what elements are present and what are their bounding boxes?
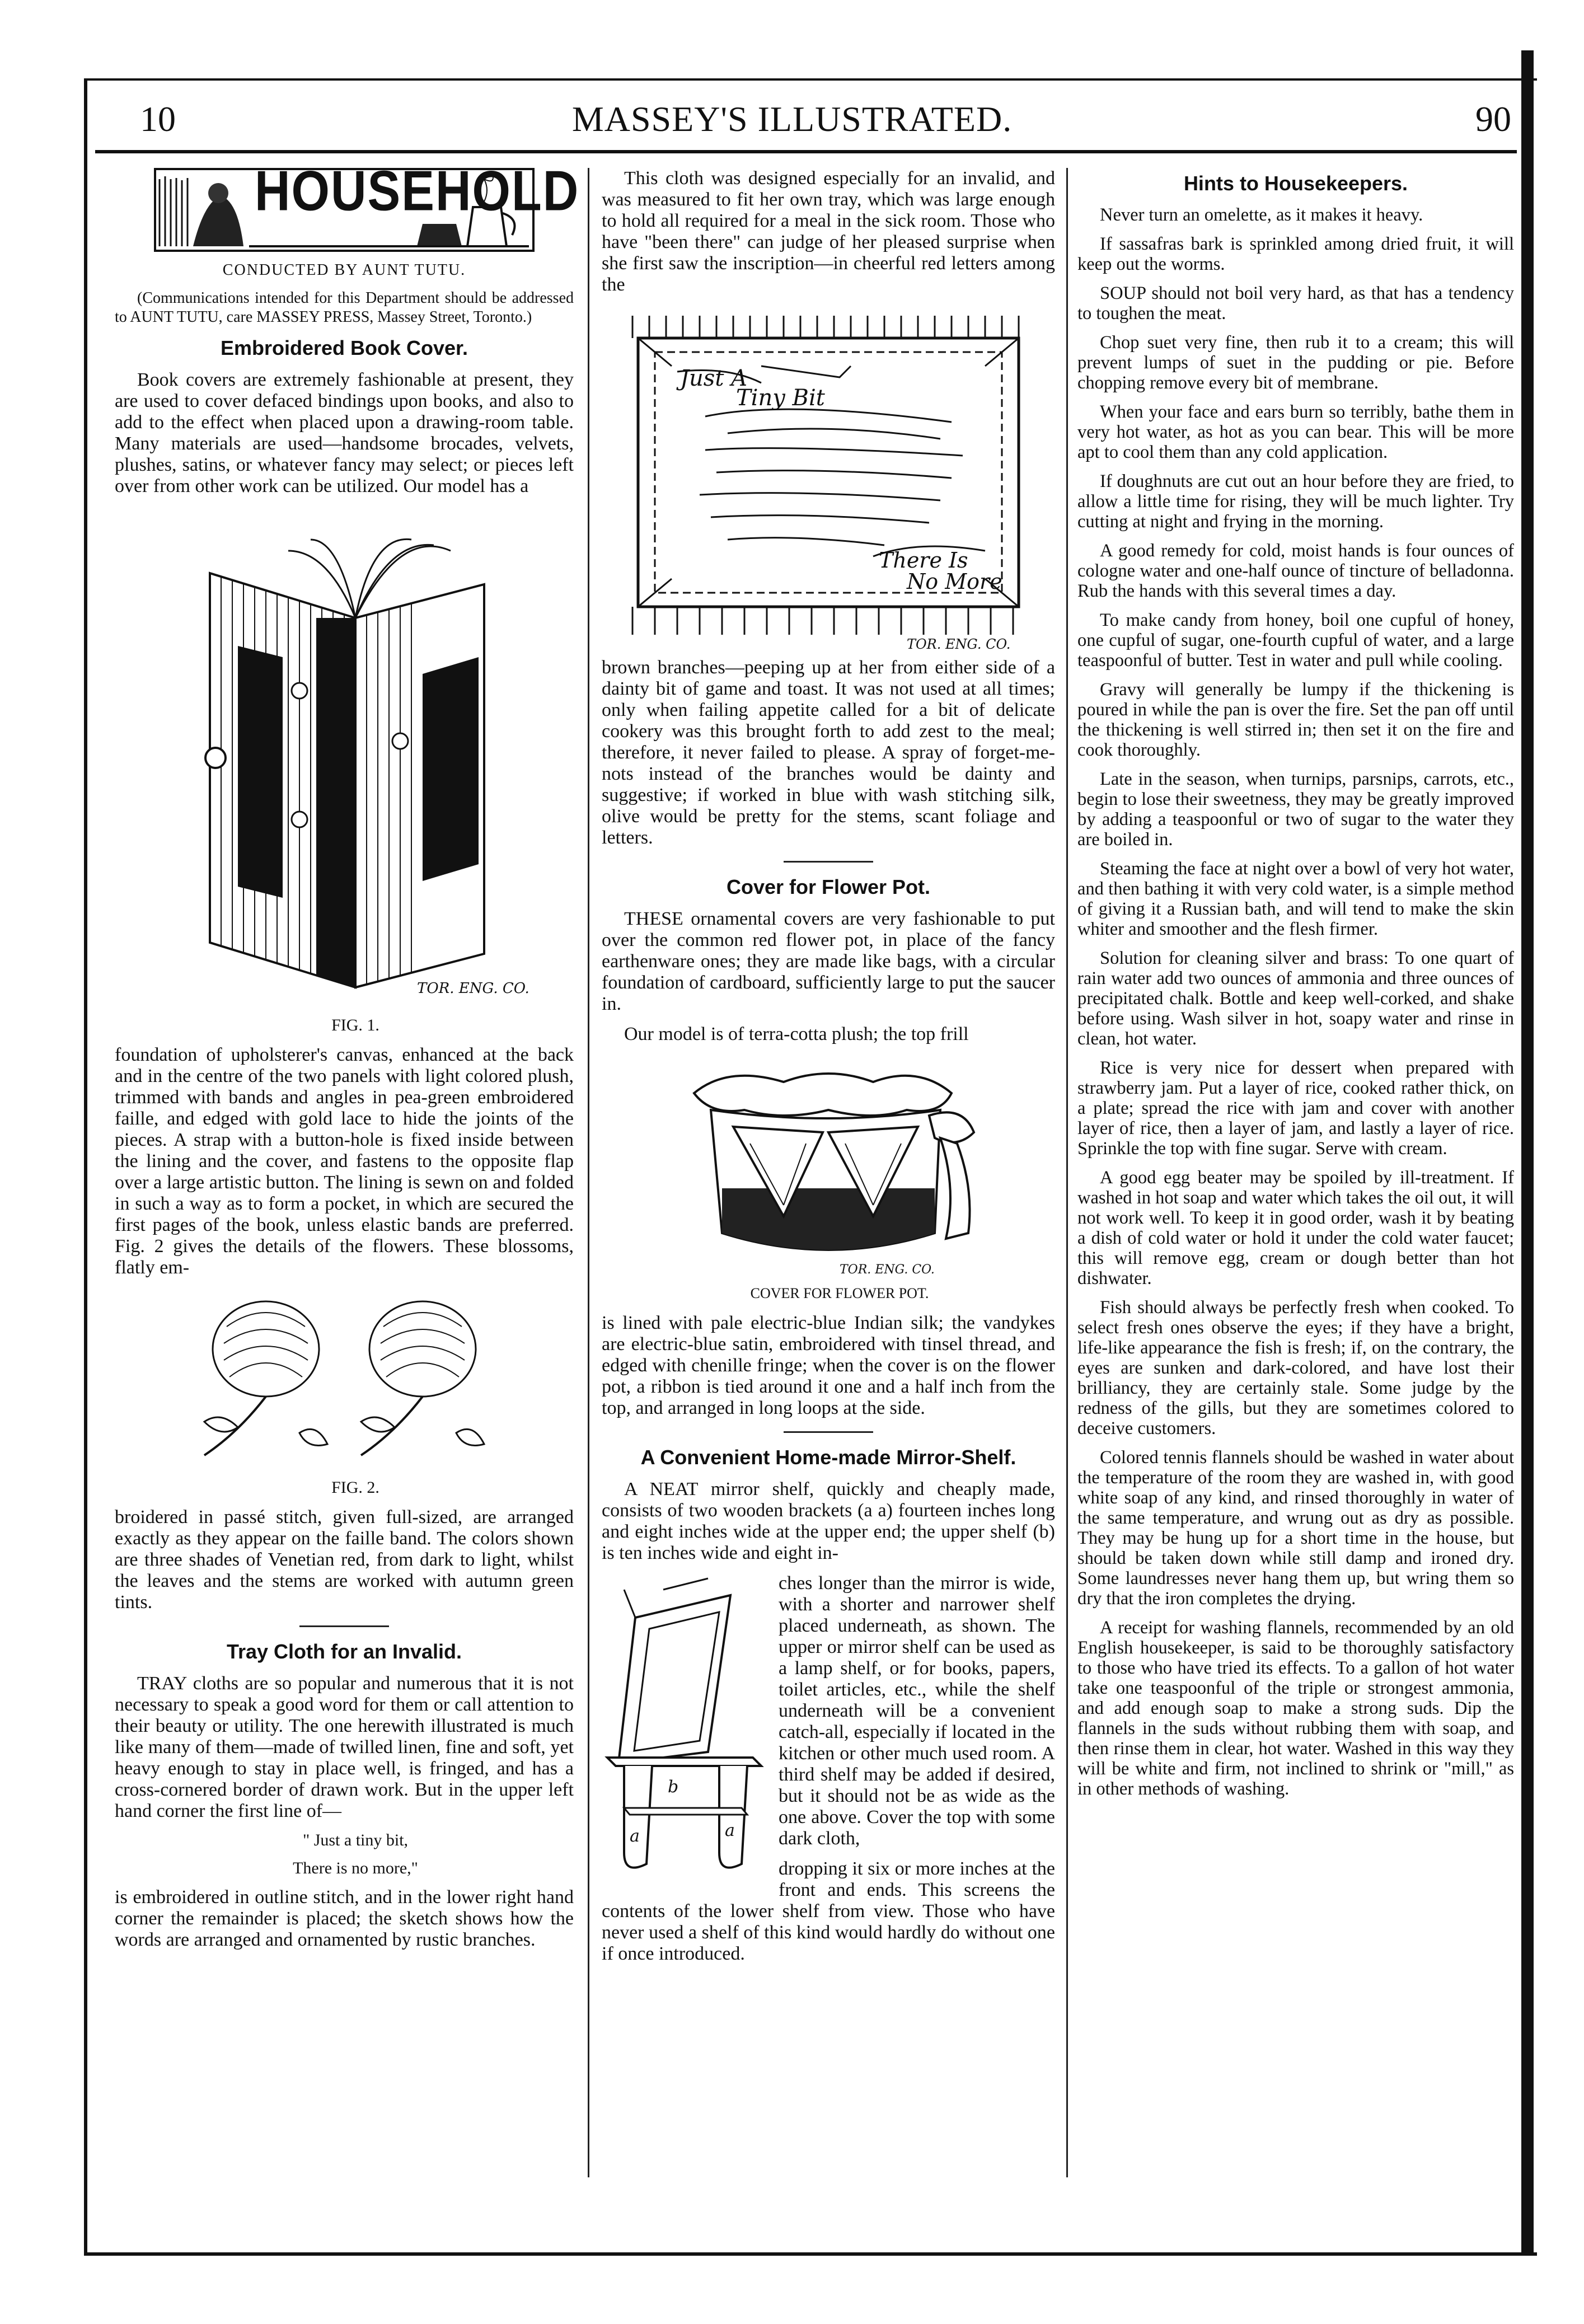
communications-note: (Communications intended for this Department should be addressed to AUNT TUTU, care MASSEY PRESS, Massey Street, Toronto.) [115,289,574,326]
column-1 [115,158,580,1960]
flower-pot-paragraph-3: is lined with pale electric-blue Indian silk; the vandykes are electric-blue satin, embroidered with tinsel thread, and edged with chenille fringe; when the cover is on the flower pot, a ribbon is tied around it one and a half inch from the top, and arranged in long loops at the side. [602,1313,1055,1418]
publication-title: MASSEY'S ILLUSTRATED. [571,99,1013,139]
cloth-inscription-4: No More [907,569,1002,594]
flower-detail-figure-2 [171,1287,518,1472]
hint-item: Chop suet very fine, then rub it to a cream; this will prevent lumps of suet in the pudding or pie. Before chopping remove every bit of membrane. [1077,332,1514,393]
hint-item: If doughnuts are cut out an hour before they are fried, to allow a little time for rising, they will be much lighter. Try cutting at night and frying in the morning. [1077,471,1514,532]
tray-cloth-quote-line-1: " Just a tiny bit, [302,1831,409,1849]
hint-item: Never turn an omelette, as it makes it heavy. [1100,205,1423,225]
tray-cloth-paragraph-1: TRAY cloths are so popular and numerous that it is not necessary to speak a good word for them or call attention to their beauty or utility. The one herewith illustrated is much like many of them—made of twilled linen, fine and soft, yet heavy enough to stay in place well, is fringed, and has a cross-cornered border of drawn work. But in the upper left hand corner the first line of— [115,1673,574,1821]
hint-item: SOUP should not boil very hard, as that has a tendency to toughen the meat. [1077,283,1514,324]
mirror-shelf-paragraph-3: dropping it six or more inches at the front and ends. This screens the contents of the lower shelf from view. Those who have never used a shelf of this kind would hardly do without one if once introduced. [602,1858,1055,1964]
bracket-label-a-right: a [725,1821,735,1840]
flower-pot-heading: Cover for Flower Pot. [726,875,931,898]
hint-item: Colored tennis flannels should be washed in water about the temperature of the room they are washed in, with good white soap of any kind, and rinsed thoroughly in water of the same temperature, and wrung out as dry as possible. They may be hung up for a short time in the house, but should be taken down while still damp and ironed dry. Some laundresses never hang them up, but wring them so dry that the iron completes the drying. [1077,1447,1514,1609]
hint-item: Late in the season, when turnips, parsnips, carrots, etc., begin to lose their sweetness, they may be greatly improved by adding a teaspoonful or two of sugar to the water they are boiled in. [1077,769,1514,850]
column-rule-2 [1066,168,1068,2177]
tray-cloth-paragraph-2: is embroidered in outline stitch, and in the lower right hand corner the remainder is placed; the sketch shows how the words are arranged and ornamented by rustic branches. [115,1887,574,1950]
flower-pot-paragraph-2: Our model is of terra-cotta plush; the top frill [624,1024,969,1044]
tray-cloth-paragraph-4: brown branches—peeping up at her from either side of a dainty bit of game and toast. It was not used at all times; only when failing appetite called for a bit of delicate cookery was this brought forth to add zest to the meal; therefore, it never failed to please. A spray of forget-me-nots instead of the branches would be dainty and suggestive; if worked in blue with wash stitching silk, olive would be pretty for the stems, scant foliage and letters. [602,657,1055,848]
page-edge-bar [1521,50,1534,2253]
mirror-shelf-paragraph-1: A NEAT mirror shelf, quickly and cheaply made, consists of two wooden brackets (a a) fourteen inches long and eight inches wide at the upper end; the upper shelf (b) is ten inches wide and eight in- [602,1479,1055,1563]
section-divider [299,1625,389,1627]
book-cover-paragraph-3: broidered in passé stitch, given full-sized, are arranged exactly as they appear on the faille band. The colors shown are three shades of Venetian red, from dark to light, whilst the leaves and the stems are worked with autumn green tints. [115,1507,574,1613]
cloth-inscription-2: Tiny Bit [736,385,825,411]
column-2 [602,168,1055,1974]
hint-item: Solution for cleaning silver and brass: To one quart of rain water add two ounces of ammonia and three ounces of precipitated chalk. Bottle and keep well-corked, and shake before using. Wash silver in hot, soapy water and rinse in clean, hot water. [1077,948,1514,1049]
column-3 [1077,168,1514,1808]
flower-pot-caption: COVER FOR FLOWER POT. [750,1285,929,1301]
bracket-label-a-left: a [630,1826,640,1846]
household-masthead-title: HOUSEHOLD [255,158,580,223]
hint-item: A good remedy for cold, moist hands is four ounces of cologne water and one-half ounce of tincture of belladonna. Rub the hands with this several times a day. [1077,541,1514,601]
tray-cloth-heading: Tray Cloth for an Invalid. [226,1640,462,1663]
flower-pot-engraver-mark: TOR. ENG. CO. [840,1263,935,1277]
hint-item: If sassafras bark is sprinkled among dried fruit, it will keep out the worms. [1077,234,1514,274]
shelf-label-b: b [668,1777,679,1797]
mirror-shelf-paragraph-2: ches longer than the mirror is wide, with a shorter and narrower shelf placed underneath, as shown. The upper or mirror shelf can be used as a lamp shelf, or for books, papers, toilet articles, etc., while the shelf underneath will be a convenient catch-all, especially if located in the kitchen or other much used room. A third shelf may be added if desired, but it should not be as wide as the one above. Cover the top with some dark cloth, [779,1573,1055,1849]
tray-cloth-illustration [616,304,1041,652]
hint-item: A receipt for washing flannels, recommended by an old English housekeeper, is said to be thoroughly satisfactory to those who have tried its effects. To a gallon of hot water take one teaspoonful of the triple or strongest ammonia, and add enough soap to make a strong suds. Dip the flannels in the suds without rubbing them with soap, and then rinse them in clear, hot water. Washed in this way they will be white and firm, not inclined to shrink or "mill," as in other methods of washing. [1077,1618,1514,1799]
hints-list [1077,205,1514,1799]
book-cover-paragraph-1: Book covers are extremely fashionable at present, they are used to cover defaced bindings upon books, and also to add to the effect when placed upon a drawing-room table. Many materials are used—handsome brocades, velvets, plushes, satins, or whatever fancy may select; or pieces left over from other work can be utilized. Our model has a [115,369,574,496]
household-masthead [154,158,580,252]
cloth-inscription-1: Just A [680,366,747,391]
tray-cloth-quote-line-2: There is no more," [293,1859,418,1877]
section-divider [784,861,873,863]
hint-item: To make candy from honey, boil one cupful of honey, one cupful of sugar, one-fourth cupful of water, and a large teaspoonful of butter. Test in water and pull while cooling. [1077,610,1514,671]
column-rule-1 [588,168,589,2177]
mirror-shelf-block [602,1573,1055,1849]
section-divider [784,1431,873,1433]
hint-item: Gravy will generally be lumpy if the thickening is poured in while the pan is over the fire. Set the pan off until the thickening is well stirred in; then set it on the fire and cook thoroughly. [1077,680,1514,760]
figure-2-caption: FIG. 2. [331,1478,379,1497]
page-number-left: 10 [140,99,176,139]
tray-cloth-engraver-mark: TOR. ENG. CO. [907,636,1011,652]
hints-heading: Hints to Housekeepers. [1183,172,1408,195]
flower-pot-paragraph-1: THESE ornamental covers are very fashionable to put over the common red flower pot, in place of the fancy earthenware ones; they are made like bags, with a circular foundation of cardboard, sufficiently large to put the saucer in. [602,908,1055,1014]
figure-1-caption: FIG. 1. [331,1016,379,1034]
book-cover-figure-1 [188,506,529,1010]
header-rule [95,150,1517,153]
mirror-shelf-heading: A Convenient Home-made Mirror-Shelf. [640,1446,1016,1469]
tray-cloth-paragraph-3: This cloth was designed especially for an invalid, and was measured to fit her own tray, which was large enough to hold all required for a meal in the sick room. Those who have "been there" can judge of her pleased surprise when she first saw the inscription—in cheerful red letters among the [602,168,1055,295]
book-cover-heading: Embroidered Book Cover. [220,336,468,359]
mirror-shelf-illustration [602,1573,770,1886]
hint-item: Steaming the face at night over a bowl of very hot water, and then bathing it with very cold water, is a simple method of giving it a Russian bath, and will tend to make the skin whiter and smoother and the flesh firmer. [1077,859,1514,939]
book-cover-paragraph-2: foundation of upholsterer's canvas, enhanced at the back and in the centre of the two panels with light colored plush, trimmed with bands and angles in pea-green embroidered faille, and edged with gold lace to hide the joints of the pieces. A strap with a button-hole is fixed inside between the lining and the cover, and fastens to the opposite flap over a large artistic button. The lining is sewn on and folded in such a way as to form a pocket, in which are secured the first pages of the book, unless elastic bands are preferred. Fig. 2 gives the details of the flowers. These blossoms, flatly em- [115,1044,574,1278]
conducted-by: CONDUCTED BY AUNT TUTU. [222,261,466,279]
page-number-right: 90 [1475,99,1511,139]
hint-item: Fish should always be perfectly fresh when cooked. To select fresh ones observe the eyes; if they have a bright, life-like appearance the fish is fresh; if, on the contrary, the eyes are sunken and dark-colored, and have lost their brilliancy, they are certainly stale. Some judge by the redness of the gills, but they are sometimes colored to deceive customers. [1077,1297,1514,1439]
flower-pot-cover-illustration [672,1054,985,1278]
hint-item: Rice is very nice for dessert when prepared with strawberry jam. Put a layer of rice, cooked rather thick, on a plate; spread the rice with jam and cover with another layer of rice, then a layer of jam, and lastly a layer of rice. Sprinkle the top with fine sugar. Serve with cream. [1077,1058,1514,1159]
cloth-inscription-3: There Is [879,548,968,573]
hint-item: When your face and ears burn so terribly, bathe them in very hot water, as hot as you can bear. This will be more apt to cool them than any cold application. [1077,402,1514,462]
hint-item: A good egg beater may be spoiled by ill-treatment. If washed in hot soap and water which takes the oil out, it will not work well. To keep it in good order, wash it by beating a dish of cold water or hold it under the cold water faucet; this will remove egg, cream or dough better than hot dishwater. [1077,1168,1514,1288]
figure-1-engraver-mark: TOR. ENG. CO. [417,980,529,997]
